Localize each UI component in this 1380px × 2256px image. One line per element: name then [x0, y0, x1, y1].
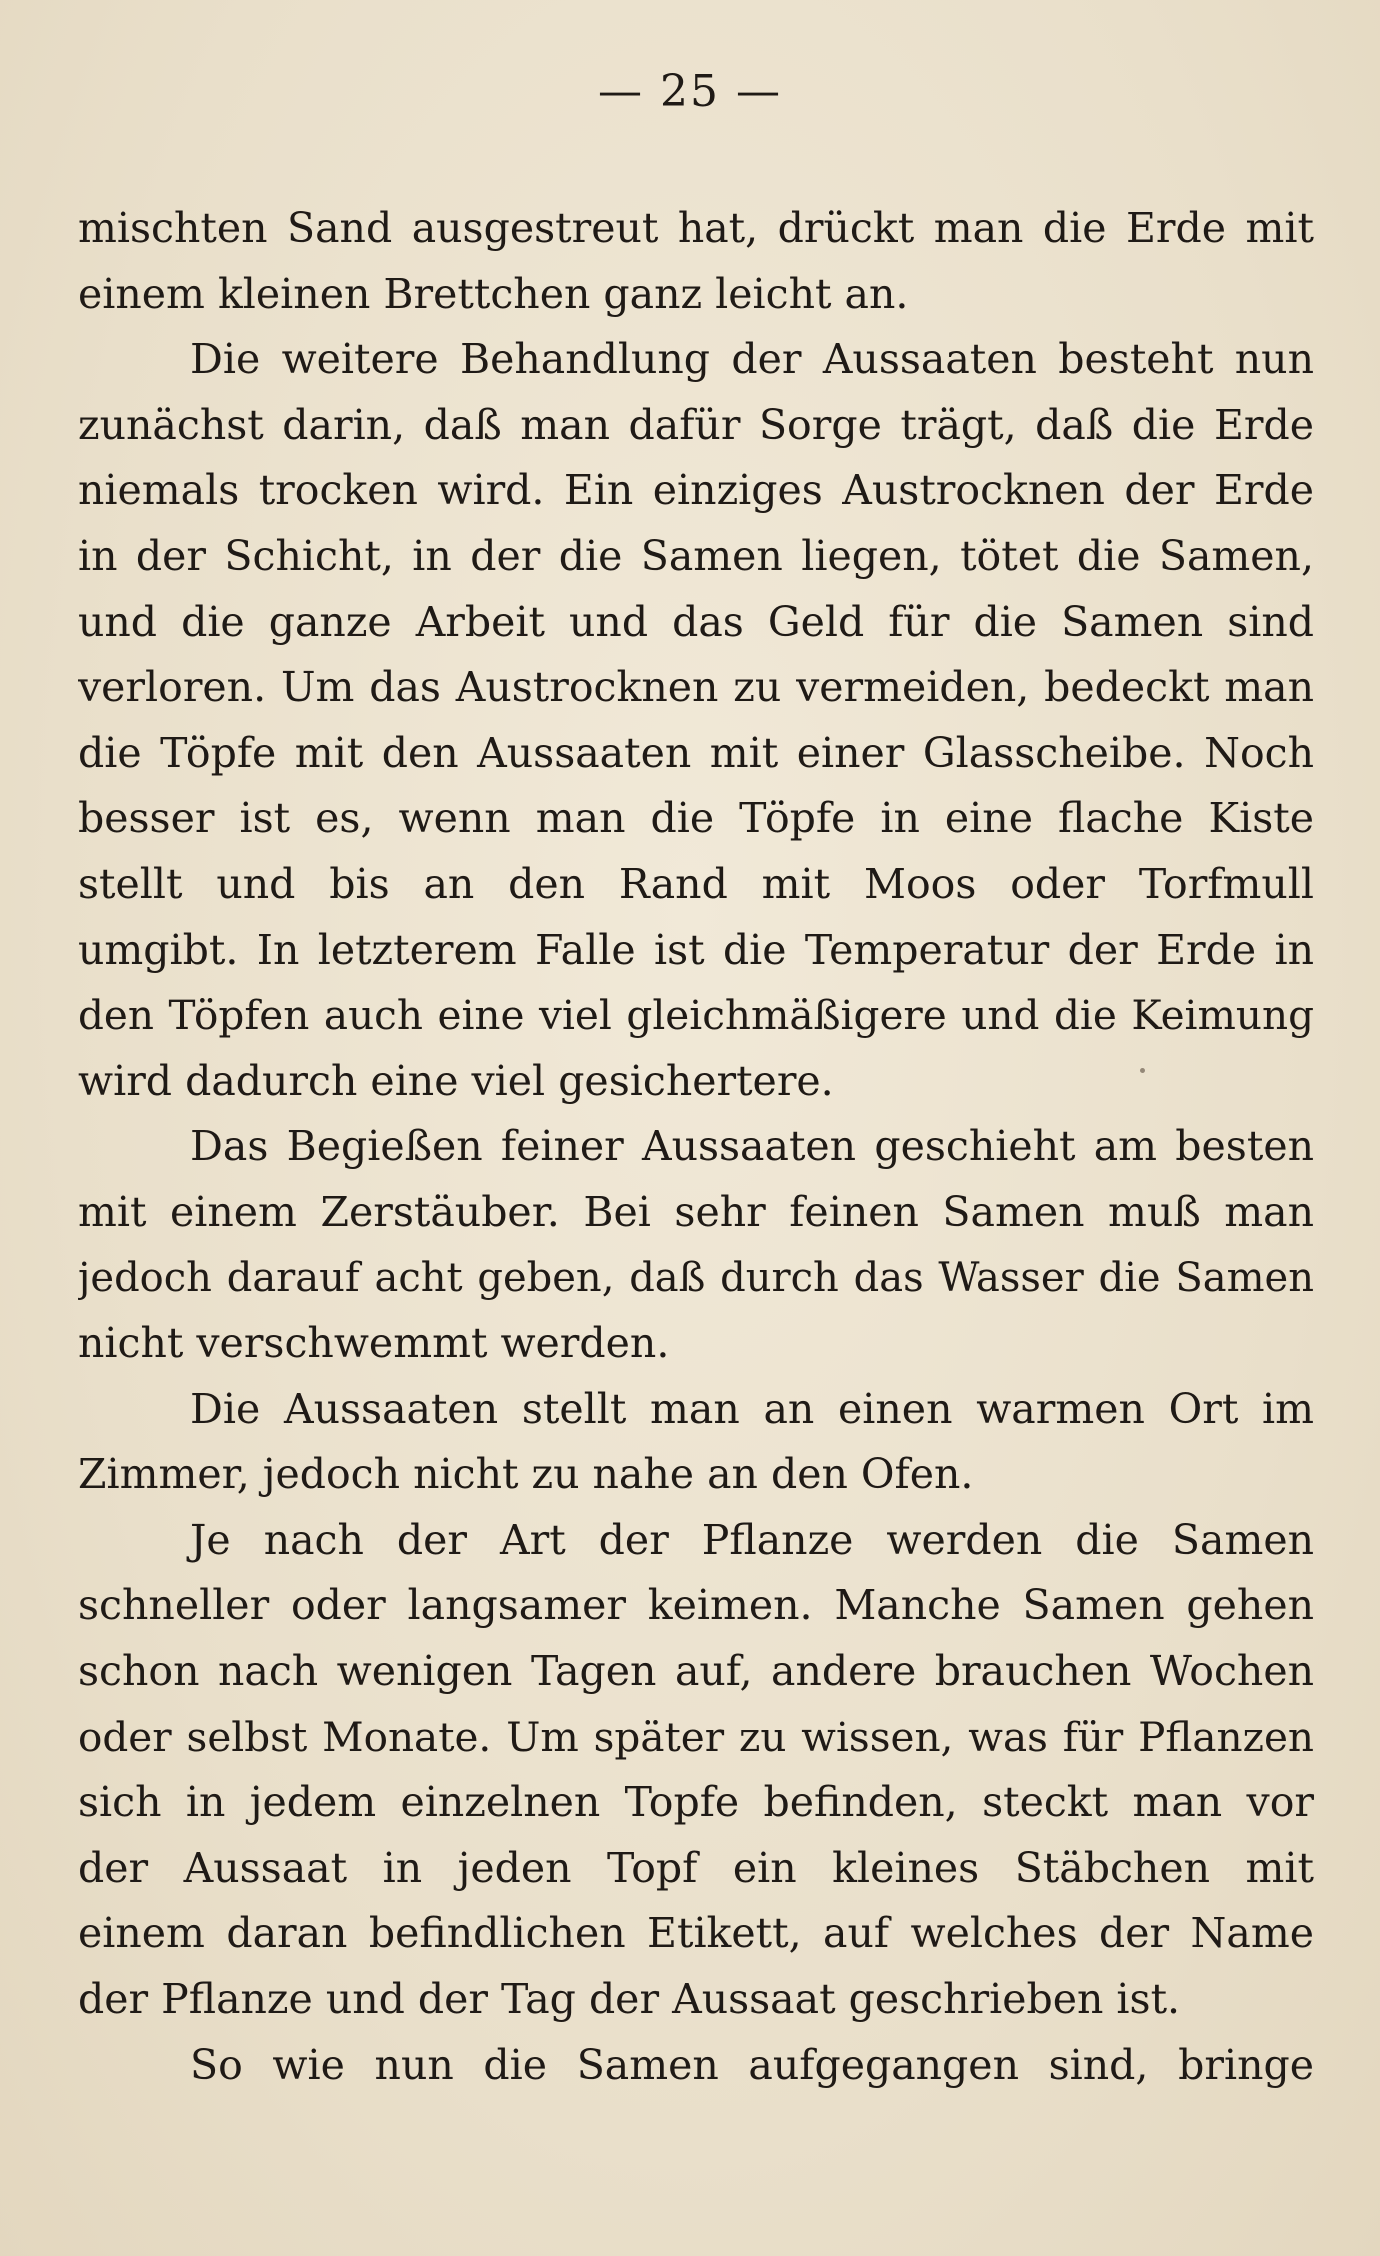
text-line: wird dadurch eine viel gesichertere. [78, 1056, 834, 1105]
text-line: einem kleinen Brettchen ganz leicht an. [78, 269, 909, 318]
text-line: Zimmer, jedoch nicht zu nahe an den Ofen. [78, 1450, 974, 1499]
text-line: Die Aussaaten stellt man an einen warmen Ort im [190, 1384, 1314, 1433]
text-line: sich in jedem einzelnen Topfe befinden, steckt man vor [78, 1778, 1314, 1827]
text-line: und die ganze Arbeit und das Geld für die Samen sind [78, 597, 1314, 646]
text-line: Die weitere Behandlung der Aussaaten besteht nun [190, 335, 1314, 384]
text-line: jedoch darauf acht geben, daß durch das Wasser die Samen [78, 1254, 1314, 1301]
text-line: verloren. Um das Austrocknen zu vermeiden, bedeckt man [78, 663, 1314, 712]
text-line: zunächst darin, daß man dafür Sorge trägt, daß die Erde [78, 400, 1314, 449]
text-line: mit einem Zerstäuber. Bei sehr feinen Samen muß man [78, 1187, 1314, 1236]
text-line: in der Schicht, in der die Samen liegen, tötet die Samen, [78, 531, 1314, 580]
text-line: Je nach der Art der Pflanze werden die Samen [190, 1515, 1314, 1564]
paper-spot [1140, 1068, 1145, 1073]
text-line: Das Begießen feiner Aussaaten geschieht am besten [190, 1122, 1314, 1171]
body-text [78, 196, 1314, 2098]
text-line: der Pflanze und der Tag der Aussaat geschrieben ist. [78, 1975, 1181, 2024]
text-line: oder selbst Monate. Um später zu wissen, was für Pflanzen [78, 1712, 1314, 1761]
text-line: der Aussaat in jeden Topf ein kleines Stäbchen mit [78, 1843, 1314, 1892]
text-line: die Töpfe mit den Aussaaten mit einer Glasscheibe. Noch [78, 728, 1314, 777]
text-line: So wie nun die Samen aufgegangen sind, bringe [190, 2040, 1314, 2089]
text-line: schon nach wenigen Tagen auf, andere brauchen Wochen [78, 1647, 1314, 1696]
text-line: stellt und bis an den Rand mit Moos oder Torfmull [78, 859, 1314, 908]
text-line: mischten Sand ausgestreut hat, drückt man die Erde mit [78, 204, 1314, 252]
text-line: den Töpfen auch eine viel gleichmäßigere und die Keimung [78, 991, 1314, 1040]
text-line: nicht verschwemmt werden. [78, 1319, 670, 1368]
page-number: — 25 — [598, 66, 782, 117]
text-line: umgibt. In letzterem Falle ist die Temperatur der Erde in [78, 925, 1314, 974]
text-line: besser ist es, wenn man die Töpfe in eine flache Kiste [78, 794, 1314, 843]
text-line: niemals trocken wird. Ein einziges Austrocknen der Erde [78, 466, 1314, 515]
text-line: einem daran befindlichen Etikett, auf welches der Name [78, 1909, 1314, 1958]
text-line: schneller oder langsamer keimen. Manche Samen gehen [78, 1581, 1314, 1630]
